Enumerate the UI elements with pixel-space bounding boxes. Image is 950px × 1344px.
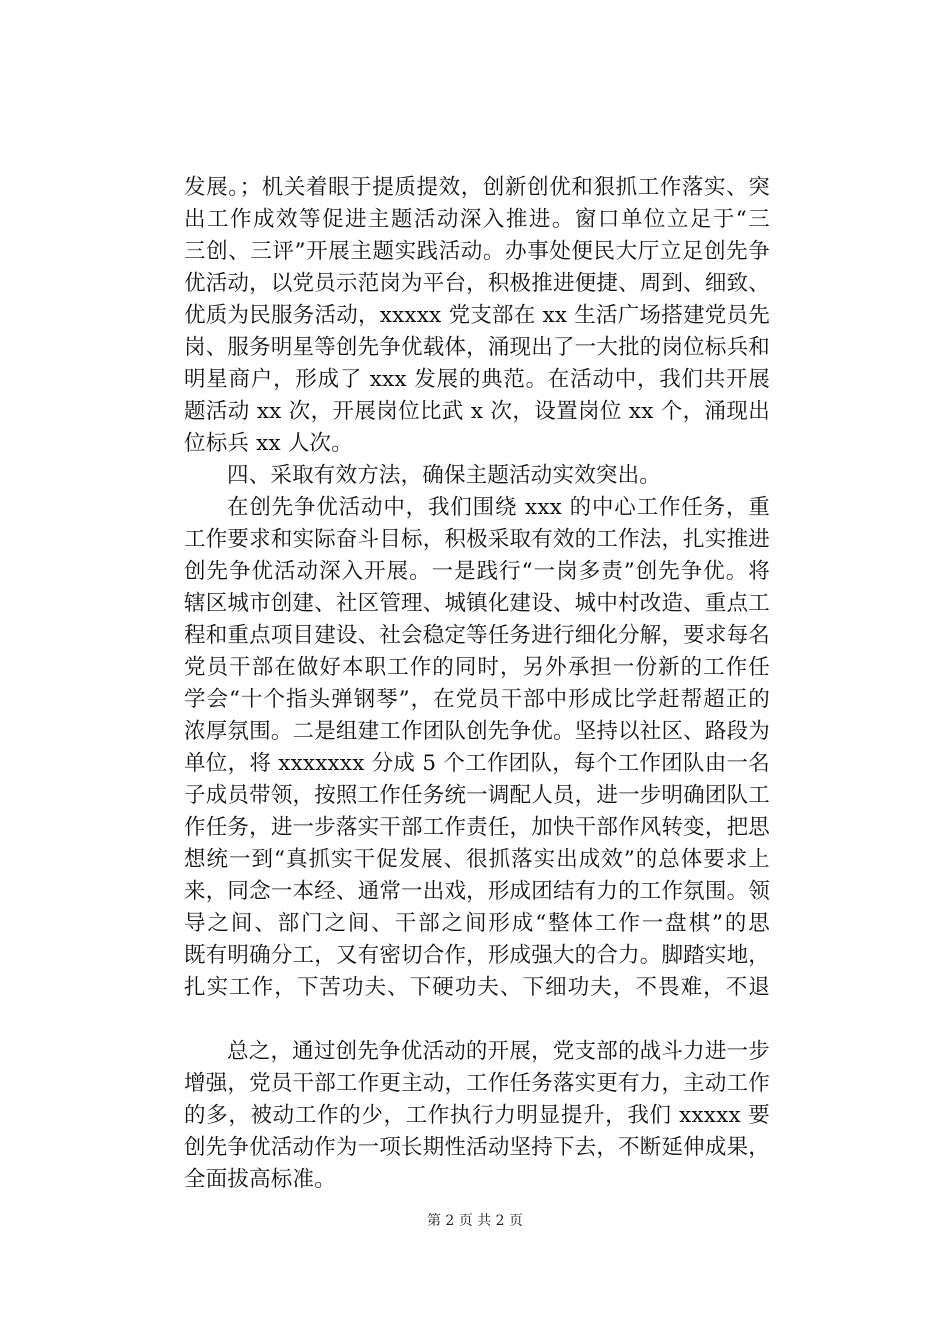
text-line: 浓厚氛围。二是组建工作团队创先争优。坚持以社区、路段为 xyxy=(184,719,770,744)
text-line xyxy=(184,1036,770,1068)
text-line: 单位，将 xxxxxxx 分成 5 个工作团队，每个工作团队由一名 xyxy=(184,751,770,776)
text-line: 的多，被动工作的少，工作执行力明显提升，我们 xxxxx 要 xyxy=(184,1103,770,1128)
page-number-label: 第 2 页 共 2 页 xyxy=(426,1213,524,1229)
text-line: 发展。；机关着眼于提质提效，创新创优和狠抓工作落实、突 xyxy=(184,175,770,200)
paragraph-spacer xyxy=(184,1004,770,1036)
text-line: 创先争优活动深入开展。一是践行“一岗多责”创先争优。将 xyxy=(184,559,770,584)
document-body xyxy=(184,172,770,1196)
text-line: 工作要求和实际奋斗目标，积极采取有效的工作法，扎实推进 xyxy=(184,527,770,552)
text-line: 出工作成效等促进主题活动深入推进。窗口单位立足于“三 xyxy=(184,207,770,232)
text-line: 优活动，以党员示范岗为平台，积极推进便捷、周到、细致、 xyxy=(184,271,770,296)
text-line: 子成员带领，按照工作任务统一调配人员，进一步明确团队工 xyxy=(184,783,770,808)
text-line: 题活动 xx 次，开展岗位比武 x 次，设置岗位 xx 个，涌现出 xyxy=(184,399,770,424)
text-line xyxy=(184,492,770,524)
text-line: 全面拔高标准。 xyxy=(184,1167,336,1192)
text-line: 既有明确分工，又有密切合作，形成强大的合力。脚踏实地， xyxy=(184,943,770,968)
text-line: 学会“十个指头弹钢琴”，在党员干部中形成比学赶帮超正的 xyxy=(184,687,770,712)
text-line: 优质为民服务活动，xxxxx 党支部在 xx 生活广场搭建党员先 xyxy=(184,303,770,328)
text-line: 作任务，进一步落实干部工作责任，加快干部作风转变，把思 xyxy=(184,815,770,840)
text-line: 辖区城市创建、社区管理、城镇化建设、城中村改造、重点工 xyxy=(184,591,770,616)
text-line: 增强，党员干部工作更主动，工作任务落实更有力，主动工作 xyxy=(184,1071,770,1096)
text-line: 来，同念一本经、通常一出戏，形成团结有力的工作氛围。领 xyxy=(184,879,770,904)
section-heading-text: 四、采取有效方法，确保主题活动实效突出。 xyxy=(227,463,662,488)
paragraph-first-line: 在创先争优活动中，我们围绕 xxx 的中心工作任务，重 xyxy=(227,495,770,520)
text-line: 党员干部在做好本职工作的同时，另外承担一份新的工作任 xyxy=(184,655,770,680)
text-line: 程和重点项目建设、社会稳定等任务进行细化分解，要求每名 xyxy=(184,623,770,648)
text-line: 导之间、部门之间、干部之间形成“整体工作一盘棋”的思 xyxy=(184,911,770,936)
paragraph-first-line: 总之，通过创先争优活动的开展，党支部的战斗力进一步 xyxy=(227,1039,770,1064)
text-line: 三创、三评”开展主题实践活动。办事处便民大厅立足创先争 xyxy=(184,239,770,264)
text-line: 岗、服务明星等创先争优载体，涌现出了一大批的岗位标兵和 xyxy=(184,335,770,360)
text-line: 位标兵 xx 人次。 xyxy=(184,431,353,456)
text-line: 扎实工作，下苦功夫、下硬功夫、下细功夫，不畏难，不退 xyxy=(184,975,770,1000)
section-heading xyxy=(184,460,770,492)
text-line: 创先争优活动作为一项长期性活动坚持下去，不断延伸成果， xyxy=(184,1135,770,1160)
text-line: 想统一到“真抓实干促发展、很抓落实出成效”的总体要求上 xyxy=(184,847,770,872)
page-footer xyxy=(0,1211,950,1231)
text-line: 明星商户，形成了 xxx 发展的典范。在活动中，我们共开展 xyxy=(184,367,770,392)
